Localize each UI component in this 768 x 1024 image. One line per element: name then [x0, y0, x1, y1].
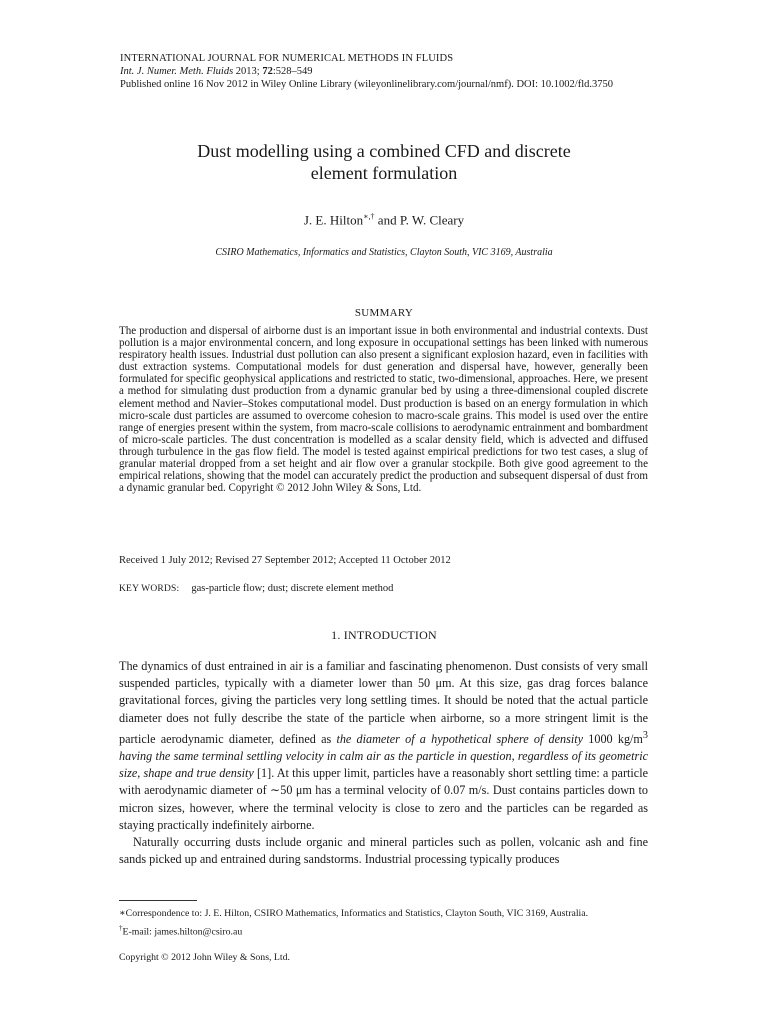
footnote-divider — [119, 900, 197, 901]
citation-year: 2013; — [233, 66, 263, 77]
summary-text: The production and dispersal of airborne dust is an important issue in both environmental and industrial contexts. Dust pollution is a major environmental concern, and long exposure in occupational settings has been linked with numerous respiratory health issues. Industrial dust pollution can also present a significant explosion hazard, even in facilities with dust extraction systems. Computational models for dust generation and dispersal have, however, generally been formulated for specific geophysical applications and restricted to static, two-dimensional, approaches. Here, we present a method for simulating dust production from a dynamic granular bed by using a three-dimensional coupled discrete element method and Navier–Stokes computational model. Dust production is based on an energy formulation in which micro-scale dust particles are assumed to overcome cohesion to macro-scale grains. This model is used over the entire range of energies present within the system, from macro-scale collisions to aerodynamic entrainment and bombardment of micro-scale particles. The dust concentration is modelled as a scalar density field, which is advected and diffused through turbulence in the gas flow field. The model is tested against empirical predictions for two test cases, a slug of granular material dropped from a set height and air flow over a granular stockpile. Both give good agreement to the empirical relations, showing that the model can accurately predict the production and subsequent dispersal of dust from a dynamic granular bed. Copyright © 2012 John Wiley & Sons, Ltd. — [119, 325, 648, 495]
affiliation: CSIRO Mathematics, Informatics and Statistics, Clayton South, VIC 3169, Australia — [215, 247, 553, 258]
citation-pages: :528–549 — [272, 66, 313, 77]
intro-p1-text-a: The dynamics of dust entrained in air is a familiar and fascinating phenomenon. Dust consists of very small suspended particles, typically with a diameter lower than 50 μm. At this size, gas drag forces balance gravitational forces, giving the particles very long settling times. It should be noted that the actual particle diameter does not fully describe the state of the particle when airborne, so a more stringent limit is the particle aerodynamic diameter, defined as — [119, 659, 648, 746]
publication-info: Published online 16 Nov 2012 in Wiley Online Library (wileyonlinelibrary.com/journal/nmf). DOI: 10.1002/fld.3750 — [120, 79, 613, 90]
received-dates: Received 1 July 2012; Revised 27 September 2012; Accepted 11 October 2012 — [119, 555, 451, 566]
intro-paragraph-1 — [119, 658, 648, 834]
author-1-footnote-marks: ∗,† — [363, 212, 375, 221]
introduction-body — [119, 658, 648, 869]
intro-p1-definition-b: having the same terminal settling velocity in calm air as the particle in question, regardless of its geometric size, shape and true density — [119, 749, 648, 781]
introduction-heading: 1. INTRODUCTION — [331, 628, 437, 642]
intro-paragraph-2: Naturally occurring dusts include organic and mineral particles such as pollen, volcanic ash and fine sands picked up and entrained during sandstorms. Industrial processing typically produces — [119, 835, 648, 867]
author-1: J. E. Hilton — [303, 212, 364, 228]
email-mark: † — [119, 924, 123, 932]
correspondence-mark: ∗ — [119, 908, 126, 919]
email-footnote — [119, 921, 679, 939]
journal-name: INTERNATIONAL JOURNAL FOR NUMERICAL METHODS IN FLUIDS — [120, 53, 454, 64]
keywords — [119, 583, 648, 594]
intro-p1-text-b: [1]. At this upper limit, particles have a reasonably short settling time: a particle with aerodynamic diameter of ∼50 μm has a terminal velocity of 0.07 m/s. Dust contains particles down to micron sizes, however, where the terminal velocity is close to zero and the particles can be regarded as staying practically indefinitely airborne. — [119, 766, 648, 832]
author-2: P. W. Cleary — [399, 212, 465, 228]
keywords-label: KEY WORDS: — [119, 584, 180, 594]
footnotes — [119, 906, 679, 939]
correspondence-text: Correspondence to: J. E. Hilton, CSIRO Mathematics, Informatics and Statistics, Clayton South, VIC 3169, Australia. — [125, 908, 589, 919]
citation-volume: 72 — [262, 66, 273, 77]
title-line-1: Dust modelling using a combined CFD and discrete — [197, 141, 571, 161]
email-text[interactable]: E-mail: james.hilton@csiro.au — [122, 926, 243, 938]
title-line-2: element formulation — [310, 163, 458, 183]
paper-title — [120, 140, 648, 184]
summary-heading: SUMMARY — [354, 307, 414, 319]
intro-p1-density: 1000 kg/m — [588, 731, 643, 746]
intro-p1-definition-a: the diameter of a hypothetical sphere of density — [336, 731, 589, 746]
author-list — [120, 212, 648, 228]
copyright-notice: Copyright © 2012 John Wiley & Sons, Ltd. — [119, 952, 290, 963]
keywords-value: gas-particle flow; dust; discrete element method — [191, 583, 394, 594]
journal-citation — [120, 65, 680, 78]
author-connector: and — [374, 212, 400, 228]
intro-p1-density-exponent: 3 — [642, 729, 648, 741]
journal-header — [120, 52, 680, 91]
correspondence-footnote — [119, 906, 679, 921]
citation-journal: Int. J. Numer. Meth. Fluids — [120, 66, 234, 77]
